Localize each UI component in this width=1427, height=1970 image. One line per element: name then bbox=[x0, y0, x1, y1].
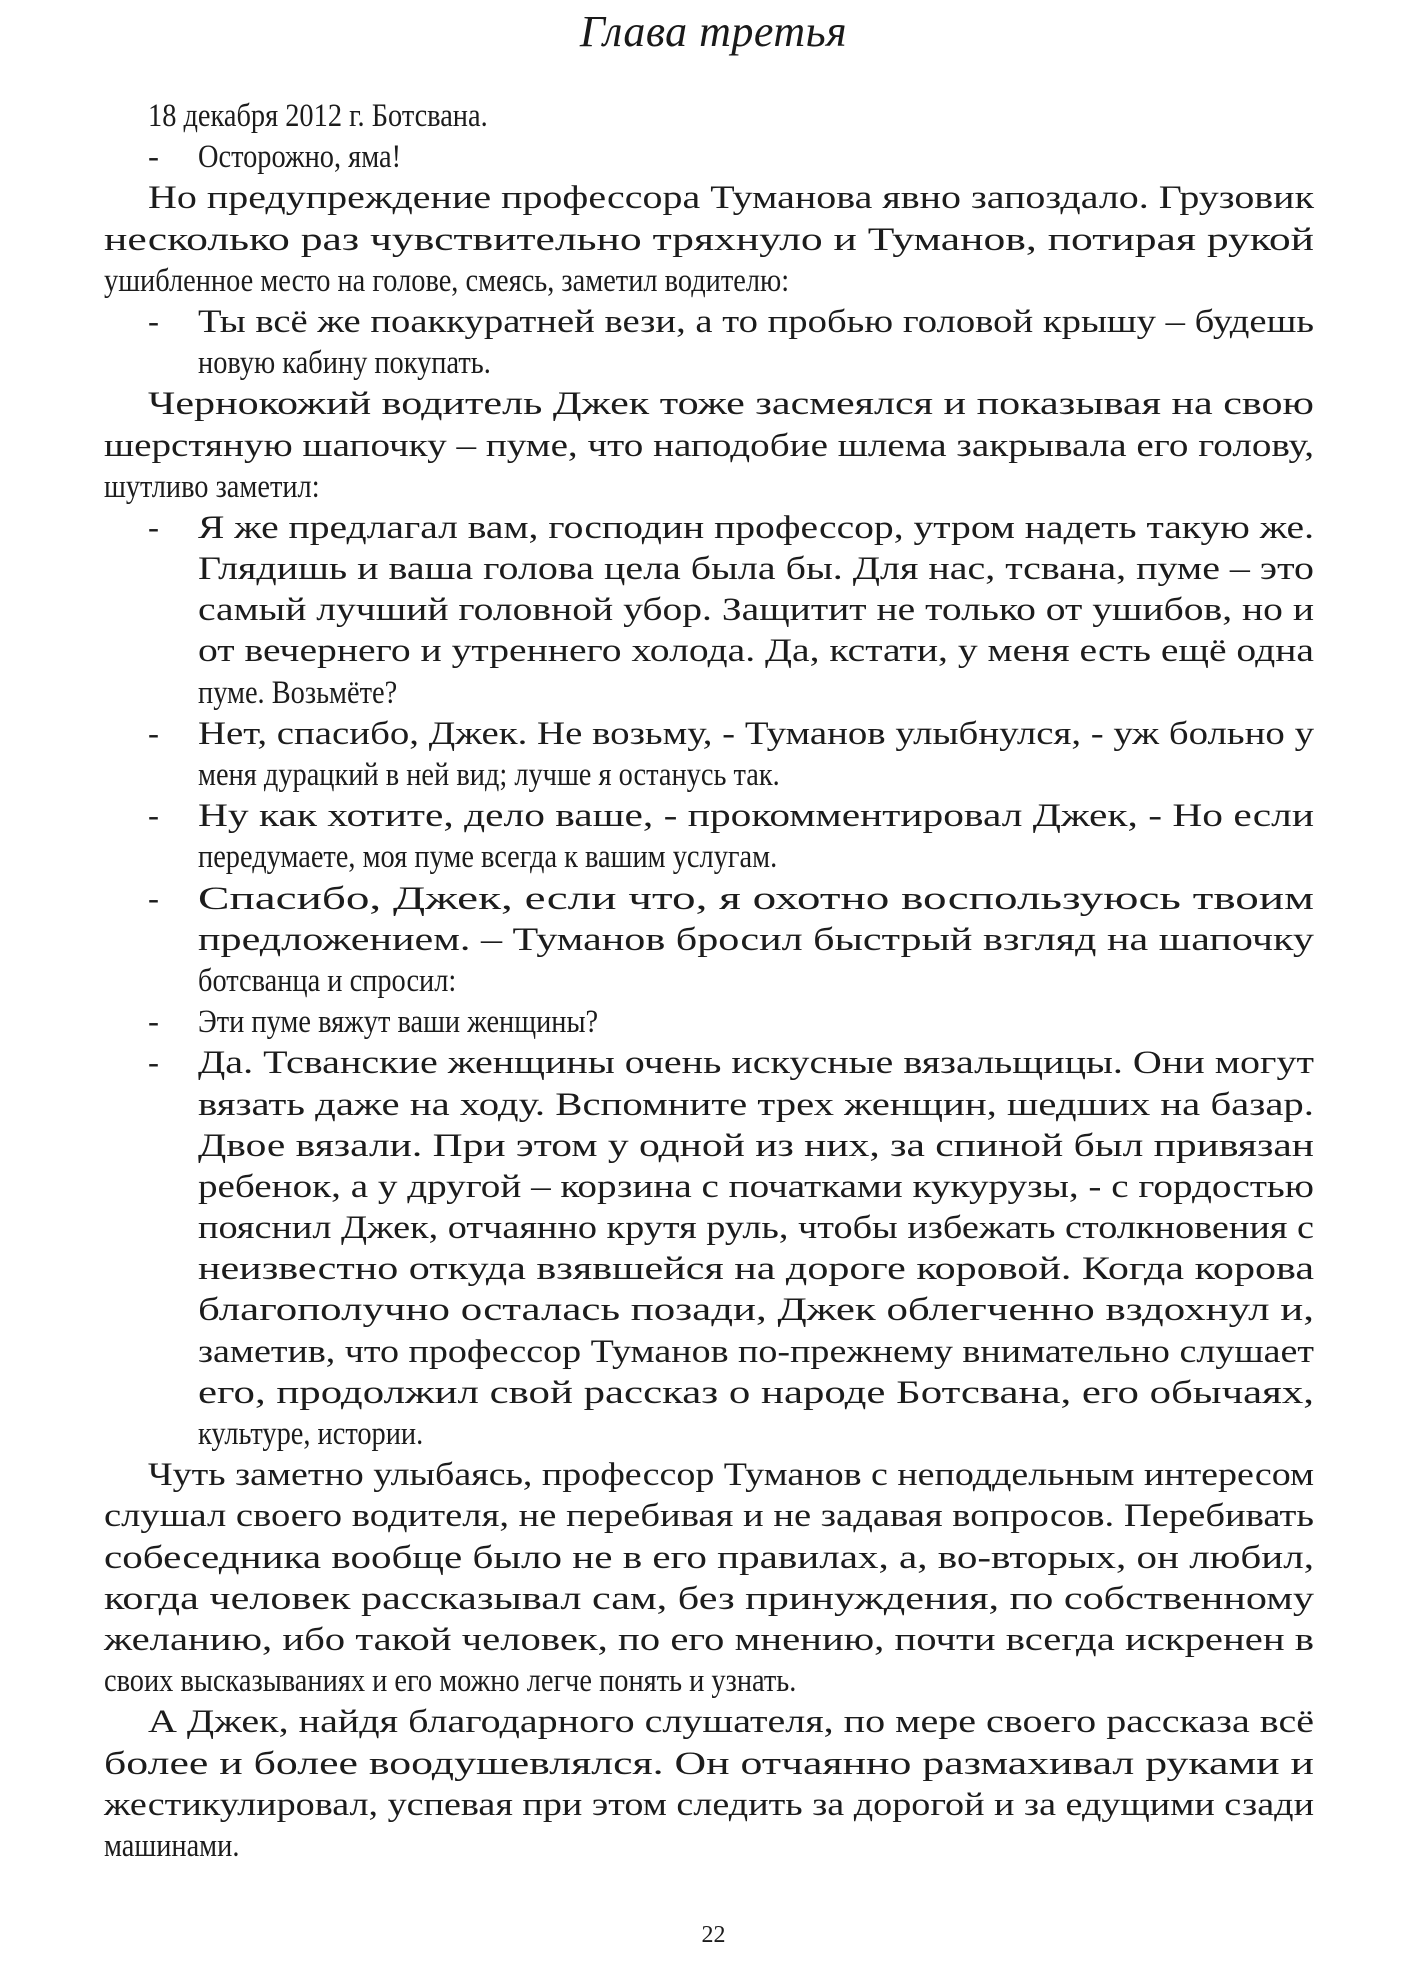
dialogue-line bbox=[104, 1043, 1314, 1455]
line-text: несколько раз чувствительно тряхнуло и Туманов, потирая рукой bbox=[104, 221, 1314, 258]
line-text: пояснил Джек, отчаянно крутя руль, чтобы избежать столкновения с bbox=[198, 1210, 1314, 1247]
line-text: ботсванца и спросил: bbox=[198, 962, 457, 999]
text-line bbox=[104, 1496, 1314, 1537]
text-line bbox=[104, 961, 1314, 1002]
text-line bbox=[104, 1249, 1314, 1290]
paragraph bbox=[104, 178, 1314, 302]
text-line bbox=[104, 1661, 1314, 1702]
line-text: заметив, что профессор Туманов по-прежнему внимательно слушает bbox=[198, 1333, 1314, 1370]
text-line bbox=[104, 631, 1314, 672]
dialogue-dash: - bbox=[148, 798, 159, 835]
dialogue-dash: - bbox=[148, 303, 159, 340]
text-line bbox=[104, 837, 1314, 878]
text-line bbox=[104, 920, 1314, 961]
text-line bbox=[104, 1579, 1314, 1620]
line-text: А Джек, найдя благодарного слушателя, по мере своего рассказа всё bbox=[148, 1704, 1314, 1741]
text-line bbox=[104, 1167, 1314, 1208]
line-text: Осторожно, яма! bbox=[198, 139, 402, 176]
line-text: новую кабину покупать. bbox=[198, 345, 491, 382]
line-text: Ты всё же поаккуратней вези, а то пробью головой крышу – будешь bbox=[198, 303, 1314, 340]
line-text: шерстяную шапочку – пуме, что наподобие шлема закрывала его голову, bbox=[104, 427, 1314, 464]
line-text: машинами. bbox=[104, 1827, 240, 1864]
dialogue-dash: - bbox=[148, 1045, 159, 1082]
text-line bbox=[104, 1702, 1314, 1743]
line-text: пуме. Возьмёте? bbox=[198, 674, 398, 711]
text-line bbox=[104, 426, 1314, 467]
line-text: жестикулировал, успевая при этом следить за дорогой и за едущими сзади bbox=[104, 1786, 1314, 1823]
chapter-body-text bbox=[104, 96, 1314, 1867]
dialogue-dash: - bbox=[148, 715, 159, 752]
line-text: слушал своего водителя, не перебивая и не задавая вопросов. Перебивать bbox=[104, 1498, 1314, 1535]
dialogue-line bbox=[104, 796, 1314, 878]
text-line bbox=[104, 1785, 1314, 1826]
line-text: Чернокожий водитель Джек тоже засмеялся и показывая на свою bbox=[148, 386, 1314, 423]
line-text: меня дурацкий в ней вид; лучше я останусь так. bbox=[198, 757, 780, 793]
text-line bbox=[104, 1826, 1314, 1867]
text-line bbox=[104, 343, 1314, 384]
dialogue-line bbox=[104, 714, 1314, 796]
line-text: своих высказываниях и его можно легче понять и узнать. bbox=[104, 1663, 797, 1700]
text-line bbox=[104, 384, 1314, 425]
page-number: 22 bbox=[701, 1922, 726, 1948]
text-line bbox=[104, 673, 1314, 714]
text-line bbox=[104, 549, 1314, 590]
text-line bbox=[104, 879, 1314, 920]
line-text: более и более воодушевлялся. Он отчаянно размахивал руками и bbox=[104, 1745, 1314, 1782]
paragraph bbox=[104, 1455, 1314, 1702]
line-text: ребенок, а у другой – корзина с початками кукурузы, - с гордостью bbox=[198, 1168, 1314, 1205]
dialogue-line bbox=[104, 879, 1314, 1003]
line-text: Глядишь и ваша голова цела была бы. Для нас, тсвана, пуме – это bbox=[198, 551, 1314, 588]
dialogue-line bbox=[104, 302, 1314, 384]
paragraph bbox=[104, 96, 1314, 137]
dialogue-dash: - bbox=[148, 509, 159, 546]
text-line bbox=[104, 96, 1314, 137]
line-text: культуре, истории. bbox=[198, 1416, 424, 1452]
text-line bbox=[104, 796, 1314, 837]
line-text: благополучно осталась позади, Джек облегченно вздохнул и, bbox=[198, 1292, 1314, 1329]
text-line bbox=[104, 590, 1314, 631]
text-line bbox=[104, 755, 1314, 796]
line-text: Двое вязали. При этом у одной из них, за спиной был привязан bbox=[198, 1127, 1314, 1164]
line-text: от вечернего и утреннего холода. Да, кстати, у меня есть ещё одна bbox=[198, 633, 1314, 670]
text-line bbox=[104, 220, 1314, 261]
text-line bbox=[104, 1126, 1314, 1167]
text-line bbox=[104, 1373, 1314, 1414]
line-text: когда человек рассказывал сам, без принуждения, по собственному bbox=[104, 1580, 1314, 1617]
dialogue-line bbox=[104, 137, 1314, 178]
dialogue-dash: - bbox=[148, 1004, 159, 1041]
text-line bbox=[104, 1744, 1314, 1785]
text-line bbox=[104, 178, 1314, 219]
dialogue-line bbox=[104, 1002, 1314, 1043]
text-line bbox=[104, 1085, 1314, 1126]
line-text: неизвестно откуда взявшейся на дороге коровой. Когда корова bbox=[198, 1251, 1314, 1288]
line-text: вязать даже на ходу. Вспомните трех женщин, шедших на базар. bbox=[198, 1086, 1314, 1123]
text-line bbox=[104, 1414, 1314, 1455]
dialogue-dash: - bbox=[148, 139, 159, 176]
line-text: Да. Тсванские женщины очень искусные вязальщицы. Они могут bbox=[198, 1045, 1314, 1082]
text-line bbox=[104, 302, 1314, 343]
dialogue-line bbox=[104, 508, 1314, 714]
line-text: Я же предлагал вам, господин профессор, утром надеть такую же. bbox=[198, 509, 1314, 546]
dialogue-dash: - bbox=[148, 880, 159, 917]
paragraph bbox=[104, 384, 1314, 508]
line-text: Ну как хотите, дело ваше, - прокомментировал Джек, - Но если bbox=[198, 798, 1314, 835]
line-text: собеседника вообще было не в его правилах, а, во-вторых, он любил, bbox=[104, 1539, 1314, 1576]
text-line bbox=[104, 1620, 1314, 1661]
line-text: передумаете, моя пуме всегда к вашим услугам. bbox=[198, 839, 778, 876]
line-text: желанию, ибо такой человек, по его мнению, почти всегда искренен в bbox=[104, 1621, 1314, 1658]
line-text: Эти пуме вяжут ваши женщины? bbox=[198, 1004, 599, 1041]
text-line bbox=[104, 1455, 1314, 1496]
line-text: шутливо заметил: bbox=[104, 468, 320, 505]
line-text: самый лучший головной убор. Защитит не только от ушибов, но и bbox=[198, 592, 1314, 629]
text-line bbox=[104, 261, 1314, 302]
line-text: ушибленное место на голове, смеясь, заметил водителю: bbox=[104, 262, 790, 299]
text-line bbox=[104, 1332, 1314, 1373]
text-line bbox=[104, 1043, 1314, 1084]
text-line bbox=[104, 1208, 1314, 1249]
text-line bbox=[104, 1290, 1314, 1331]
text-line bbox=[104, 1538, 1314, 1579]
text-line bbox=[104, 467, 1314, 508]
line-text: 18 декабря 2012 г. Ботсвана. bbox=[148, 98, 488, 134]
text-line bbox=[104, 137, 1314, 178]
line-text: его, продолжил свой рассказ о народе Ботсвана, его обычаях, bbox=[198, 1374, 1314, 1411]
line-text: Спасибо, Джек, если что, я охотно воспользуюсь твоим bbox=[198, 880, 1314, 917]
text-line bbox=[104, 714, 1314, 755]
text-line bbox=[104, 1002, 1314, 1043]
text-line bbox=[104, 508, 1314, 549]
paragraph bbox=[104, 1702, 1314, 1867]
line-text: Чуть заметно улыбаясь, профессор Туманов с неподдельным интересом bbox=[148, 1457, 1314, 1494]
line-text: Нет, спасибо, Джек. Не возьму, - Туманов улыбнулся, - уж больно у bbox=[198, 715, 1314, 752]
chapter-title: Глава третья bbox=[579, 7, 848, 56]
line-text: предложением. – Туманов бросил быстрый взгляд на шапочку bbox=[198, 921, 1314, 958]
line-text: Но предупреждение профессора Туманова явно запоздало. Грузовик bbox=[148, 180, 1314, 217]
